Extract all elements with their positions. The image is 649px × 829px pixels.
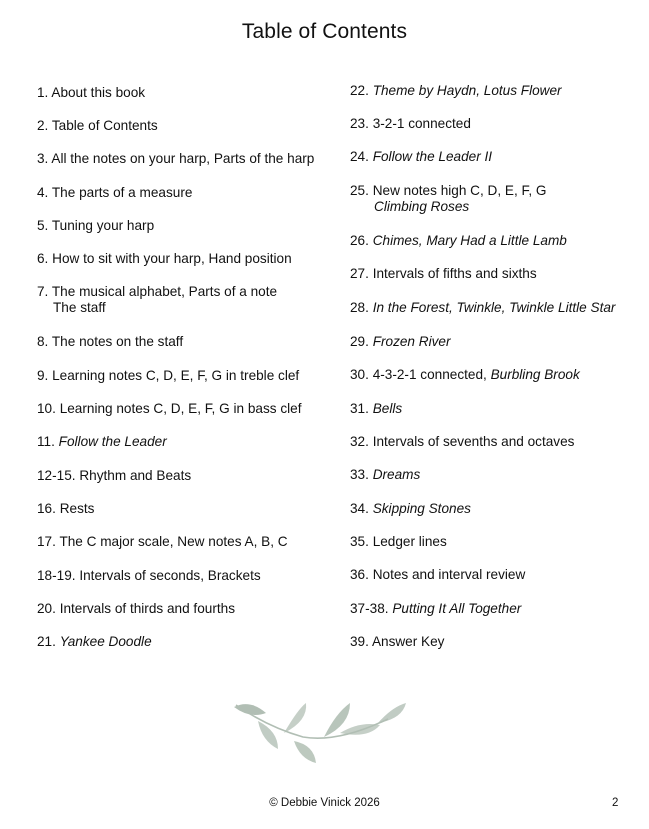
- toc-entry-number: 12-15.: [37, 468, 76, 483]
- toc-entry-title: Intervals of seconds, Brackets: [79, 568, 261, 583]
- toc-entry-title: 4-3-2-1 connected,: [372, 367, 487, 382]
- toc-entry-song-title: Skipping Stones: [372, 501, 471, 516]
- toc-entry: [37, 568, 261, 584]
- toc-entry-title: Learning notes C, D, E, F, G in treble clef: [52, 368, 300, 383]
- toc-entry-title: New notes high C, D, E, F, G: [372, 183, 547, 198]
- toc-entry: [37, 534, 288, 550]
- toc-entry: [37, 118, 158, 134]
- toc-entry: [350, 149, 492, 165]
- toc-entry-number: 22.: [350, 83, 369, 98]
- toc-entry: [350, 567, 525, 583]
- toc-entry: [350, 183, 546, 215]
- copyright-footer: © Debbie Vinick 2026: [269, 797, 380, 809]
- toc-entry-song-title: Follow the Leader: [58, 434, 167, 449]
- toc-entry-song-title: Putting It All Together: [392, 601, 522, 616]
- toc-entry-title: Learning notes C, D, E, F, G in bass clef: [59, 401, 302, 416]
- toc-entry-number: 27.: [350, 266, 369, 281]
- toc-entry-title: Ledger lines: [372, 534, 447, 549]
- toc-entry: [350, 601, 521, 617]
- toc-entry: [350, 401, 402, 417]
- toc-entry-number: 39.: [350, 634, 369, 649]
- toc-entry-number: 35.: [350, 534, 369, 549]
- toc-entry: [350, 116, 471, 132]
- toc-entry: [350, 434, 574, 450]
- toc-entry: [37, 85, 145, 101]
- toc-entry-number: 11.: [37, 434, 55, 449]
- toc-entry-title: The parts of a measure: [51, 185, 193, 200]
- toc-entry-number: 26.: [350, 233, 369, 248]
- toc-entry-number: 6.: [37, 251, 49, 266]
- toc-entry: [350, 266, 537, 282]
- toc-entry-number: 1.: [37, 85, 49, 100]
- toc-entry-number: 36.: [350, 567, 369, 582]
- toc-entry-title: Notes and interval review: [372, 567, 526, 582]
- toc-entry: [37, 218, 154, 234]
- toc-entry-song-title: Dreams: [372, 467, 421, 482]
- leaf-branch-icon: [228, 697, 418, 767]
- toc-entry: [350, 300, 615, 316]
- toc-entry-number: 21.: [37, 634, 56, 649]
- toc-entry-title: The C major scale, New notes A, B, C: [59, 534, 288, 549]
- toc-entry-title: About this book: [51, 85, 146, 100]
- toc-entry-title: Intervals of fifths and sixths: [372, 266, 537, 281]
- toc-entry-number: 33.: [350, 467, 369, 482]
- toc-entry-song-title: Frozen River: [372, 334, 451, 349]
- page-title: Table of Contents: [241, 20, 408, 43]
- toc-entry-song-title: Follow the Leader II: [372, 149, 493, 164]
- toc-entry-number: 9.: [37, 368, 49, 383]
- toc-entry-number: 30.: [350, 367, 369, 382]
- toc-entry-title: How to sit with your harp, Hand position: [52, 251, 292, 266]
- toc-entry-song-title: Yankee Doodle: [59, 634, 152, 649]
- toc-entry-number: 17.: [37, 534, 56, 549]
- toc-entry-title: All the notes on your harp, Parts of the harp: [51, 151, 315, 166]
- toc-entry-title: 3-2-1 connected: [372, 116, 471, 131]
- toc-entry-number: 29.: [350, 334, 369, 349]
- toc-entry: [37, 468, 191, 484]
- toc-entry: [350, 83, 562, 99]
- toc-entry-number: 2.: [37, 118, 49, 133]
- page-number: 2: [612, 797, 619, 809]
- toc-entry: [350, 367, 580, 383]
- toc-entry-title: Intervals of thirds and fourths: [59, 601, 235, 616]
- toc-entry: [350, 501, 471, 517]
- toc-entry: [350, 467, 420, 483]
- toc-entry-song-title: Burbling Brook: [490, 367, 580, 382]
- toc-entry-title: Rests: [59, 501, 95, 516]
- toc-entry-song-title: Chimes, Mary Had a Little Lamb: [372, 233, 567, 248]
- toc-entry-title: Rhythm and Beats: [79, 468, 192, 483]
- toc-entry: [350, 233, 567, 249]
- toc-entry-title: The musical alphabet, Parts of a note: [51, 284, 278, 299]
- toc-entry-number: 5.: [37, 218, 49, 233]
- toc-entry-number: 31.: [350, 401, 369, 416]
- toc-entry-number: 37-38.: [350, 601, 389, 616]
- toc-entry-number: 7.: [37, 284, 49, 299]
- toc-entry-number: 28.: [350, 300, 369, 315]
- toc-entry: [37, 401, 301, 417]
- toc-entry-number: 10.: [37, 401, 56, 416]
- toc-entry-song-title: Theme by Haydn, Lotus Flower: [372, 83, 562, 98]
- toc-entry-title: The notes on the staff: [51, 334, 184, 349]
- toc-entry-song-title: Bells: [372, 401, 403, 416]
- toc-entry-title: Tuning your harp: [51, 218, 155, 233]
- toc-entry-number: 23.: [350, 116, 369, 131]
- toc-entry: [37, 434, 167, 450]
- toc-entry-number: 4.: [37, 185, 49, 200]
- toc-entry-number: 34.: [350, 501, 369, 516]
- toc-entry-song-title: In the Forest, Twinkle, Twinkle Little Star: [372, 300, 616, 315]
- toc-entry-number: 24.: [350, 149, 369, 164]
- toc-entry: [37, 634, 152, 650]
- toc-entry-title-continued: The staff: [53, 300, 106, 315]
- toc-entry-title: Answer Key: [371, 634, 445, 649]
- toc-entry: [37, 501, 94, 517]
- toc-entry-number: 20.: [37, 601, 56, 616]
- toc-entry-number: 25.: [350, 183, 369, 198]
- toc-entry-title: Table of Contents: [51, 118, 158, 133]
- toc-entry-number: 16.: [37, 501, 56, 516]
- toc-entry: [37, 151, 314, 167]
- toc-entry-number: 8.: [37, 334, 49, 349]
- toc-entry: [350, 334, 451, 350]
- toc-entry: [37, 368, 299, 384]
- toc-entry: [37, 601, 235, 617]
- toc-entry-number: 18-19.: [37, 568, 76, 583]
- toc-entry-number: 3.: [37, 151, 49, 166]
- toc-entry: [37, 334, 183, 350]
- toc-entry-number: 32.: [350, 434, 369, 449]
- toc-entry: [350, 634, 444, 650]
- toc-entry: [37, 284, 277, 316]
- toc-entry: [350, 534, 447, 550]
- toc-entry: [37, 251, 292, 267]
- toc-entry-song-title-continued: Climbing Roses: [374, 199, 470, 214]
- toc-entry: [37, 185, 192, 201]
- toc-entry-title: Intervals of sevenths and octaves: [372, 434, 575, 449]
